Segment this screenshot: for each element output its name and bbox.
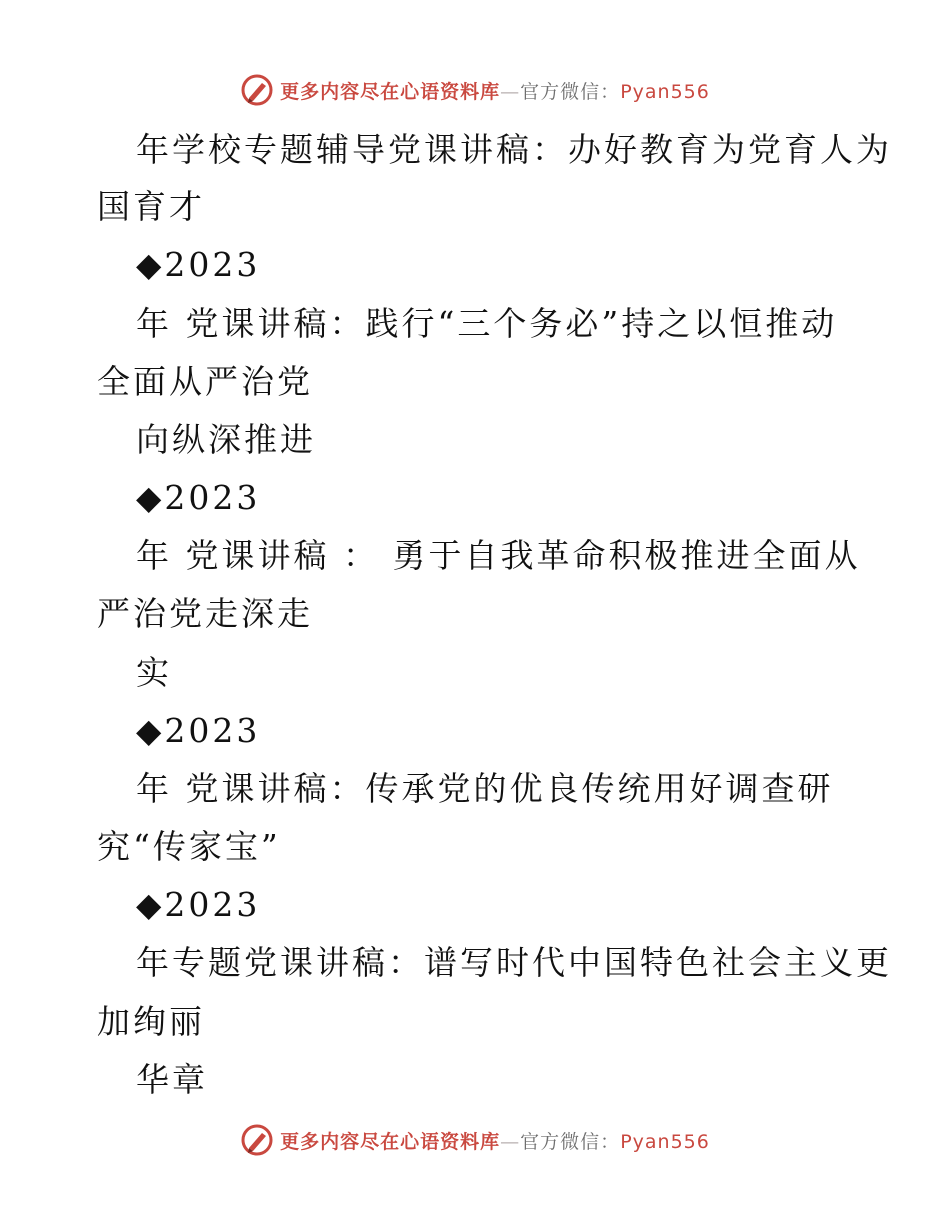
doc-line-16: 加绚丽 <box>97 1002 205 1041</box>
doc-line-1: 年学校专题辅导党课讲稿：办好教育为党育人为 <box>136 130 892 169</box>
doc-line-7: ◆2023 <box>136 478 261 517</box>
doc-line-14: ◆2023 <box>136 885 261 924</box>
doc-line-5: 全面从严治党 <box>97 362 313 401</box>
header-wechat-label: 官方微信： <box>520 80 621 103</box>
doc-line-4: 年 党课讲稿：践行“三个务必”持之以恒推动 <box>136 304 838 343</box>
footer-account: Pyan556 <box>620 1130 710 1153</box>
doc-line-11: ◆2023 <box>136 711 261 750</box>
footer-wechat-label: 官方微信： <box>520 1130 621 1153</box>
doc-line-12: 年 党课讲稿：传承党的优良传统用好调查研 <box>136 769 834 808</box>
doc-line-8: 年 党课讲稿 ： 勇于自我革命积极推进全面从 <box>136 536 861 575</box>
doc-line-13: 究“传家宝” <box>97 827 281 866</box>
doc-line-3: ◆2023 <box>136 245 261 284</box>
doc-line-10: 实 <box>136 653 172 692</box>
header-banner <box>0 70 950 110</box>
pen-logo-icon <box>240 1123 274 1157</box>
footer-banner <box>0 1120 950 1160</box>
header-account: Pyan556 <box>620 80 710 103</box>
footer-dash: — <box>500 1130 521 1153</box>
header-brand-text: 更多内容尽在心语资料库 <box>280 80 501 103</box>
doc-line-2: 国育才 <box>97 187 205 226</box>
header-dash: — <box>500 80 521 103</box>
pen-logo-icon <box>240 73 274 107</box>
doc-line-15: 年专题党课讲稿：谱写时代中国特色社会主义更 <box>136 943 892 982</box>
footer-brand-text: 更多内容尽在心语资料库 <box>280 1130 501 1153</box>
doc-line-17: 华章 <box>136 1060 208 1099</box>
doc-line-9: 严治党走深走 <box>97 594 313 633</box>
doc-line-6: 向纵深推进 <box>136 420 316 459</box>
